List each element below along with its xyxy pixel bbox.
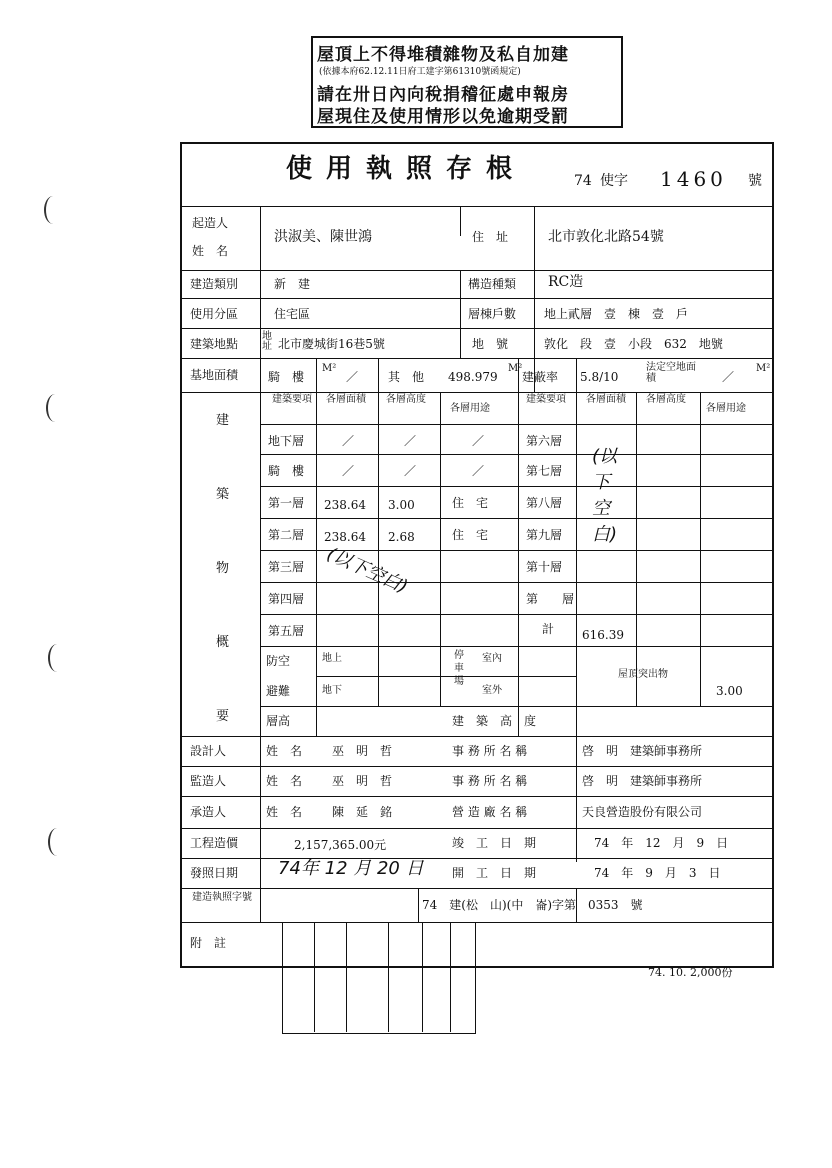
floor-8: 第八層 [526,496,563,510]
punch-mark [48,828,66,856]
address-value: 北市敦化北路54號 [548,229,664,245]
col-header-area: 各層面積 [326,394,366,405]
notice-line-3: 請在卅日內向稅捐稽征處申報房 [317,85,569,105]
notice-line-4: 屋現住及使用情形以免逾期受罰 [317,107,569,127]
permit-form [180,142,774,968]
floor-2: 第二層 [268,528,305,542]
site-label: 建築地點 [190,337,239,351]
notice-stamp [311,36,623,128]
applicant-name-label: 姓 名 [192,244,229,258]
floor-5: 第五層 [268,624,305,638]
applicant-label: 起造人 [192,216,229,230]
parking-label: 停車場 [454,650,464,687]
unit-m2: M² [756,363,771,374]
lot-value: 敦化 段 壹 小段 632 地號 [544,337,723,351]
punch-mark [48,644,66,672]
notice-line-2: (依據本府62.12.11日府工建字第61310號函規定) [319,67,521,77]
below-ground-label: 地下 [322,685,342,696]
lot-label: 地 號 [472,337,509,351]
floor-1-use: 住 宅 [452,496,489,510]
notice-line-1: 屋頂上不得堆積雜物及私自加建 [317,45,569,65]
arcade-label: 騎 樓 [268,370,305,384]
refuge-label: 避難 [266,684,291,698]
col-header-use: 各層用途 [450,403,490,414]
col-header-item: 建築要項 [526,394,566,405]
building-label: 建 [216,413,230,428]
build-permit-value: 74 建(松 山)(中 崙)字第 0353 號 [422,898,643,912]
other-label: 其 他 [388,370,425,384]
shelter-label: 防空 [266,654,291,668]
col-header-height: 各層高度 [386,394,426,405]
factory-name-label: 營 造 廠 名 稱 [452,805,528,819]
handwritten-blank-note: (以下空白) [592,446,618,545]
roof-projection-label: 屋頂突出物 [618,669,668,680]
office-name-label: 事 務 所 名 稱 [452,774,528,788]
applicant-name: 洪淑美、陳世鴻 [274,229,372,245]
building-height-label: 建 築 高 度 [452,714,537,728]
floor-6: 第六層 [526,434,563,448]
build-type-label: 建造類別 [190,277,239,291]
col-header-height: 各層高度 [646,394,686,405]
zone-value: 住宅區 [274,307,311,321]
structure-value: RC造 [548,274,584,290]
floor-1-height: 3.00 [388,498,415,512]
col-header-area: 各層面積 [586,394,626,405]
floor-2-use: 住 宅 [452,528,489,542]
contractor-label: 承造人 [190,805,227,819]
other-area-value: 498.979 [448,370,498,384]
total-area: 616.39 [582,628,624,642]
permit-suffix: 號 [748,173,762,189]
floor-2-height: 2.68 [388,530,415,544]
blank-slash: ／ [346,370,359,384]
unit-m2: M² [322,363,337,374]
roof-projection-height: 3.00 [716,684,743,698]
floor-10: 第十層 [526,560,563,574]
structure-label: 構造種類 [468,277,517,291]
base-area-label: 基地面積 [190,368,239,382]
blank-slash: ／ [404,464,417,478]
building-label: 概 [216,635,230,650]
supervisor-office: 啓 明 建築師事務所 [582,774,703,788]
coverage-label: 建蔽率 [522,370,559,384]
punch-mark [46,394,64,422]
floor-4: 第四層 [268,592,305,606]
blank-slash: ／ [722,370,735,384]
col-header-use: 各層用途 [706,403,746,414]
address-label: 住 址 [472,230,509,244]
form-title: 使用執照存根 [286,154,527,184]
notes-label: 附 註 [190,936,227,950]
site-prefix: 地址 [262,331,272,352]
contractor-name: 陳 延 銘 [332,805,393,819]
blank-slash: ／ [472,434,485,448]
floor-3: 第三層 [268,560,305,574]
outdoor-label: 室外 [482,685,502,696]
designer-name: 巫 明 哲 [332,744,393,758]
permit-word: 使字 [600,173,628,189]
permit-year: 74 [574,173,592,189]
completion-date: 74 年 12 月 9 日 [594,836,729,850]
floor-1: 第一層 [268,496,305,510]
zone-label: 使用分區 [190,307,239,321]
floor-9: 第九層 [526,528,563,542]
supervisor-label: 監造人 [190,774,227,788]
blank-slash: ／ [342,434,355,448]
building-label: 築 [216,487,230,502]
issue-date-label: 發照日期 [190,866,239,880]
floor-1-area: 238.64 [324,498,366,512]
name-label: 姓 名 [266,774,303,788]
site-value: 北市慶城街16巷5號 [278,337,385,351]
build-type-value: 新 建 [274,277,311,291]
name-label: 姓 名 [266,805,303,819]
completion-label: 竣 工 日 期 [452,836,537,850]
blank-slash: ／ [342,464,355,478]
blank-slash: ／ [404,434,417,448]
floor-basement: 地下層 [268,434,305,448]
legal-open-label: 法定空地面積 [646,362,696,384]
blank-slash: ／ [472,464,485,478]
floor-x: 第 層 [526,592,575,606]
floor-2-area: 238.64 [324,530,366,544]
start-date-value: 74 年 9 月 3 日 [594,866,721,880]
indoor-label: 室內 [482,653,502,664]
contractor-factory: 天良營造股份有限公司 [582,805,703,819]
name-label: 姓 名 [266,744,303,758]
start-date-label: 開 工 日 期 [452,866,537,880]
designer-office: 啓 明 建築師事務所 [582,744,703,758]
approval-stamps [282,922,476,1034]
print-run-note: 74. 10. 2,000份 [648,966,733,979]
floors-units-value: 地上貳層 壹 棟 壹 戶 [544,307,689,321]
floor-arcade: 騎 樓 [268,464,305,478]
coverage-value: 5.8/10 [580,370,619,384]
supervisor-name: 巫 明 哲 [332,774,393,788]
cost-label: 工程造價 [190,836,239,850]
col-header-item: 建築要項 [272,394,312,405]
above-ground-label: 地上 [322,653,342,664]
issue-date-value: 74年 12 月 20 日 [278,858,424,879]
building-label: 要 [216,709,230,724]
unit-m2: M² [508,363,523,374]
designer-label: 設計人 [190,744,227,758]
handwritten-blank-note: (以下空白) [323,543,411,598]
total-label: 計 [542,622,555,636]
office-name-label: 事 務 所 名 稱 [452,744,528,758]
cost-value: 2,157,365.00元 [294,838,387,852]
floors-units-label: 層棟戶數 [468,307,517,321]
floor-7: 第七層 [526,464,563,478]
permit-number: 1460 [660,167,727,191]
punch-mark [44,196,62,224]
build-permit-label: 建造執照字號 [192,892,252,903]
floor-height-label: 層高 [266,714,291,728]
building-label: 物 [216,561,230,576]
